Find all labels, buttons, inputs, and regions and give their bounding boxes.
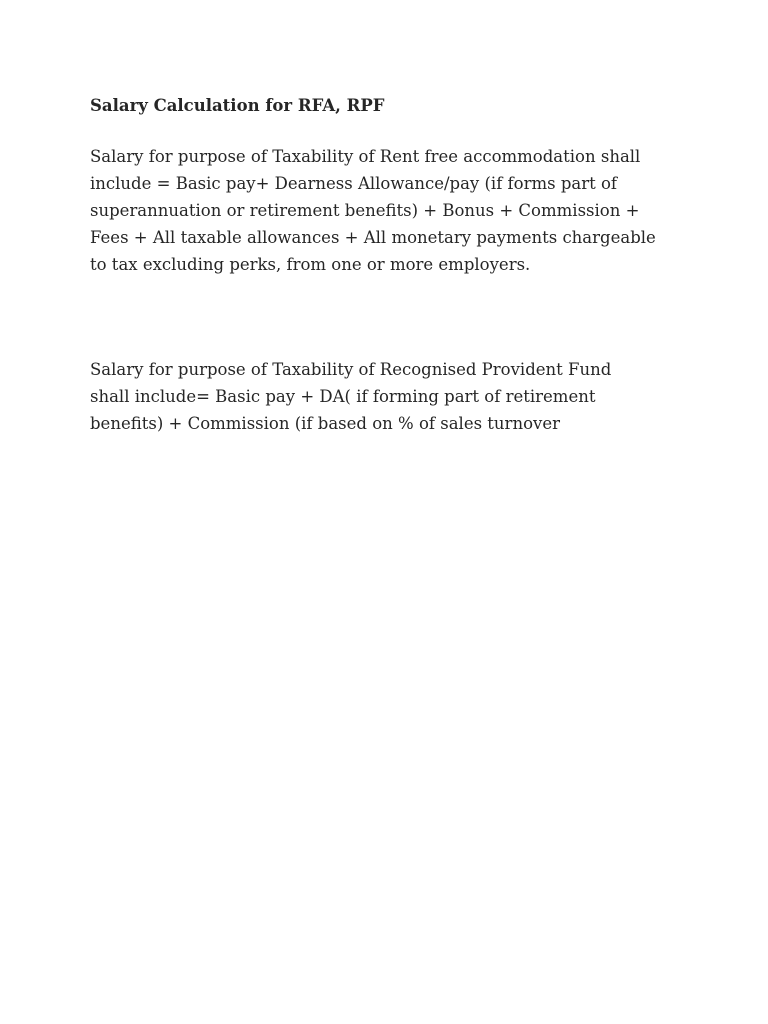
rfa-paragraph-line: Fees + All taxable allowances + All monetary payments chargeable — [90, 228, 656, 247]
rfa-paragraph-line: Salary for purpose of Taxability of Rent free accommodation shall — [90, 147, 641, 166]
rfa-paragraph-line: include = Basic pay+ Dearness Allowance/pay (if forms part of — [90, 174, 618, 193]
rpf-paragraph-line: benefits) + Commission (if based on % of sales turnover — [90, 414, 560, 433]
rfa-salary-paragraph — [90, 143, 710, 278]
rpf-salary-paragraph — [90, 356, 710, 437]
rpf-paragraph-line: shall include= Basic pay + DA( if forming part of retirement — [90, 387, 596, 406]
rfa-paragraph-line: to tax excluding perks, from one or more employers. — [90, 255, 531, 274]
document-page — [90, 92, 710, 437]
rfa-paragraph-line: superannuation or retirement benefits) + Bonus + Commission + — [90, 201, 640, 220]
rpf-paragraph-line: Salary for purpose of Taxability of Recognised Provident Fund — [90, 360, 612, 379]
document-title: Salary Calculation for RFA, RPF — [90, 96, 385, 115]
